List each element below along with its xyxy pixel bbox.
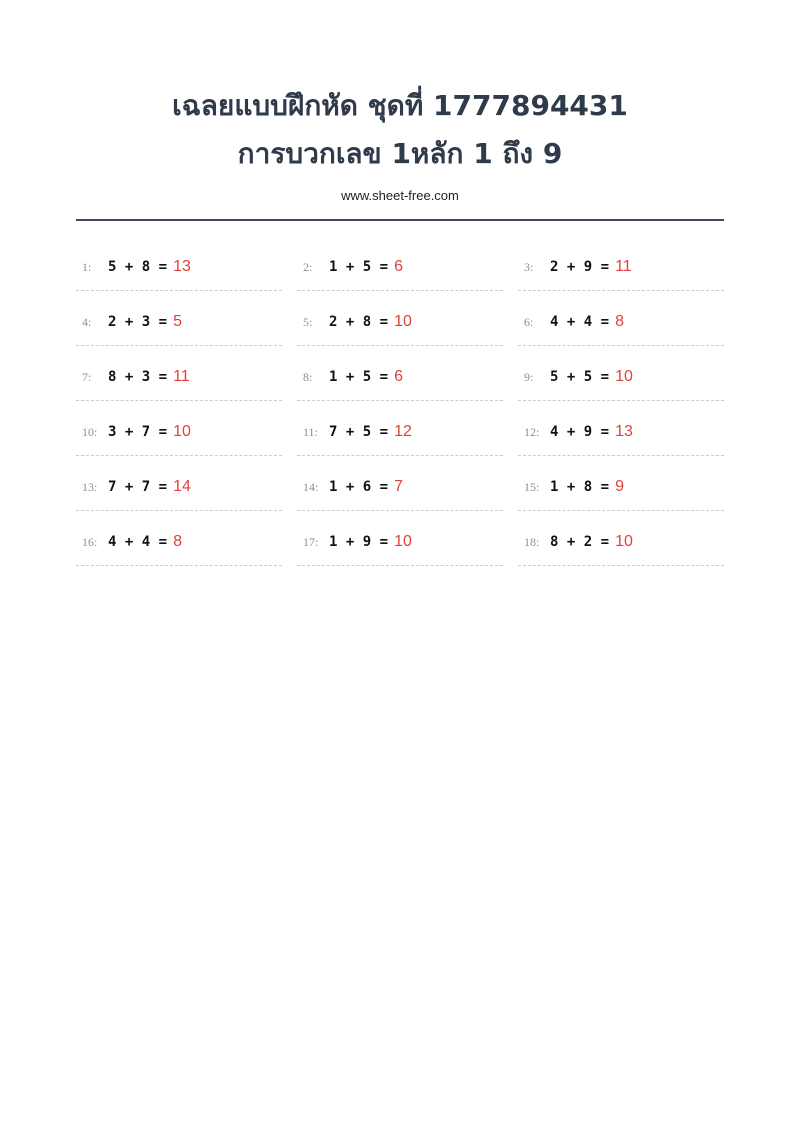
problem-item [76,519,282,566]
plus-sign: + [566,314,576,330]
plus-sign: + [345,479,355,495]
operand-a: 1 [329,369,338,385]
operand-a: 8 [108,369,117,385]
problem-item [518,244,724,291]
operand-b: 5 [362,424,372,440]
problem-item [297,244,503,291]
operand-b: 8 [362,314,372,330]
equals-sign: = [158,314,168,330]
problem-number: 4: [82,314,92,329]
operand-a: 1 [329,534,338,550]
equals-sign: = [600,534,610,550]
problem-item [518,464,724,511]
operand-a: 7 [108,479,117,495]
problem-number: 14: [303,479,319,494]
problem-number: 17: [303,534,319,549]
equals-sign: = [600,424,610,440]
equals-sign: = [600,314,610,330]
operand-b: 5 [362,259,372,275]
operand-a: 4 [550,424,559,440]
problem-answer: 5 [173,313,182,330]
problem-expression [329,479,388,495]
operand-a: 1 [329,259,338,275]
equals-sign: = [379,534,389,550]
operand-a: 7 [329,424,338,440]
equals-sign: = [379,424,389,440]
operand-b: 9 [362,534,372,550]
problem-answer: 6 [394,258,403,275]
problem-answer: 10 [615,368,633,385]
problem-number: 10: [82,424,98,439]
problem-item [76,244,282,291]
problem-number: 12: [524,424,540,439]
plus-sign: + [124,314,134,330]
plus-sign: + [124,259,134,275]
operand-b: 6 [362,479,372,495]
operand-b: 9 [583,259,593,275]
operand-b: 4 [583,314,593,330]
problem-number: 7: [82,369,92,384]
problem-item [518,299,724,346]
equals-sign: = [158,534,168,550]
problem-number: 2: [303,259,313,274]
plus-sign: + [124,534,134,550]
problem-expression [329,314,388,330]
problem-number: 16: [82,534,98,549]
plus-sign: + [345,424,355,440]
problem-expression [329,369,388,385]
page-title: เฉลยแบบฝึกหัด ชุดที่ 1777894431 [172,89,628,122]
operand-b: 5 [583,369,593,385]
problem-answer: 9 [615,478,624,495]
problem-item [518,409,724,456]
problem-answer: 13 [615,423,633,440]
problem-answer: 14 [173,478,191,495]
operand-a: 4 [550,314,559,330]
problem-answer: 10 [615,533,633,550]
problem-expression [329,424,388,440]
problem-item [76,299,282,346]
problem-item [76,354,282,401]
problem-grid [76,244,724,574]
problem-answer: 11 [615,258,632,275]
equals-sign: = [600,479,610,495]
problem-number: 5: [303,314,313,329]
plus-sign: + [345,534,355,550]
operand-b: 5 [362,369,372,385]
problem-expression [329,534,388,550]
problem-number: 15: [524,479,540,494]
problem-answer: 11 [173,368,190,385]
problem-number: 18: [524,534,540,549]
equals-sign: = [379,259,389,275]
problem-expression [108,259,167,275]
problem-number: 9: [524,369,534,384]
site-url: www.sheet-free.com [341,188,459,203]
problem-item [297,519,503,566]
problem-answer: 13 [173,258,191,275]
problem-expression [108,534,167,550]
operand-b: 9 [583,424,593,440]
problem-answer: 8 [173,533,182,550]
problem-expression [550,424,609,440]
problem-answer: 10 [173,423,191,440]
plus-sign: + [566,534,576,550]
worksheet-header [76,82,724,204]
operand-b: 3 [141,314,151,330]
problem-expression [550,534,609,550]
problem-answer: 12 [394,423,412,440]
equals-sign: = [379,479,389,495]
operand-a: 3 [108,424,117,440]
operand-a: 2 [329,314,338,330]
page-subtitle: การบวกเลข 1หลัก 1 ถึง 9 [237,137,563,170]
equals-sign: = [379,369,389,385]
plus-sign: + [345,369,355,385]
equals-sign: = [600,259,610,275]
problem-item [297,299,503,346]
equals-sign: = [379,314,389,330]
problem-item [297,354,503,401]
operand-a: 4 [108,534,117,550]
operand-a: 1 [329,479,338,495]
problem-answer: 10 [394,313,412,330]
problem-answer: 8 [615,313,624,330]
operand-b: 4 [141,534,151,550]
problem-item [297,409,503,456]
operand-a: 5 [108,259,117,275]
problem-answer: 7 [394,478,403,495]
operand-a: 5 [550,369,559,385]
problem-expression [108,369,167,385]
problem-number: 6: [524,314,534,329]
operand-b: 8 [141,259,151,275]
operand-b: 7 [141,479,151,495]
problem-number: 8: [303,369,313,384]
equals-sign: = [158,259,168,275]
plus-sign: + [566,424,576,440]
plus-sign: + [566,259,576,275]
problem-number: 3: [524,259,534,274]
equals-sign: = [158,424,168,440]
operand-b: 8 [583,479,593,495]
problem-expression [108,424,167,440]
operand-b: 7 [141,424,151,440]
problem-expression [108,314,167,330]
problem-item [76,464,282,511]
problem-number: 11: [303,424,318,439]
plus-sign: + [566,479,576,495]
operand-a: 1 [550,479,559,495]
problem-number: 13: [82,479,98,494]
problem-item [518,519,724,566]
problem-item [76,409,282,456]
problem-expression [550,369,609,385]
problem-item [297,464,503,511]
problem-number: 1: [82,259,92,274]
equals-sign: = [600,369,610,385]
plus-sign: + [566,369,576,385]
operand-b: 3 [141,369,151,385]
operand-a: 8 [550,534,559,550]
plus-sign: + [345,314,355,330]
problem-expression [108,479,167,495]
operand-b: 2 [583,534,593,550]
plus-sign: + [124,369,134,385]
equals-sign: = [158,479,168,495]
operand-a: 2 [550,259,559,275]
plus-sign: + [345,259,355,275]
plus-sign: + [124,424,134,440]
problem-expression [329,259,388,275]
operand-a: 2 [108,314,117,330]
plus-sign: + [124,479,134,495]
problem-expression [550,479,609,495]
problem-expression [550,314,609,330]
problem-answer: 10 [394,533,412,550]
problem-expression [550,259,609,275]
equals-sign: = [158,369,168,385]
header-divider [76,219,724,221]
problem-answer: 6 [394,368,403,385]
problem-item [518,354,724,401]
